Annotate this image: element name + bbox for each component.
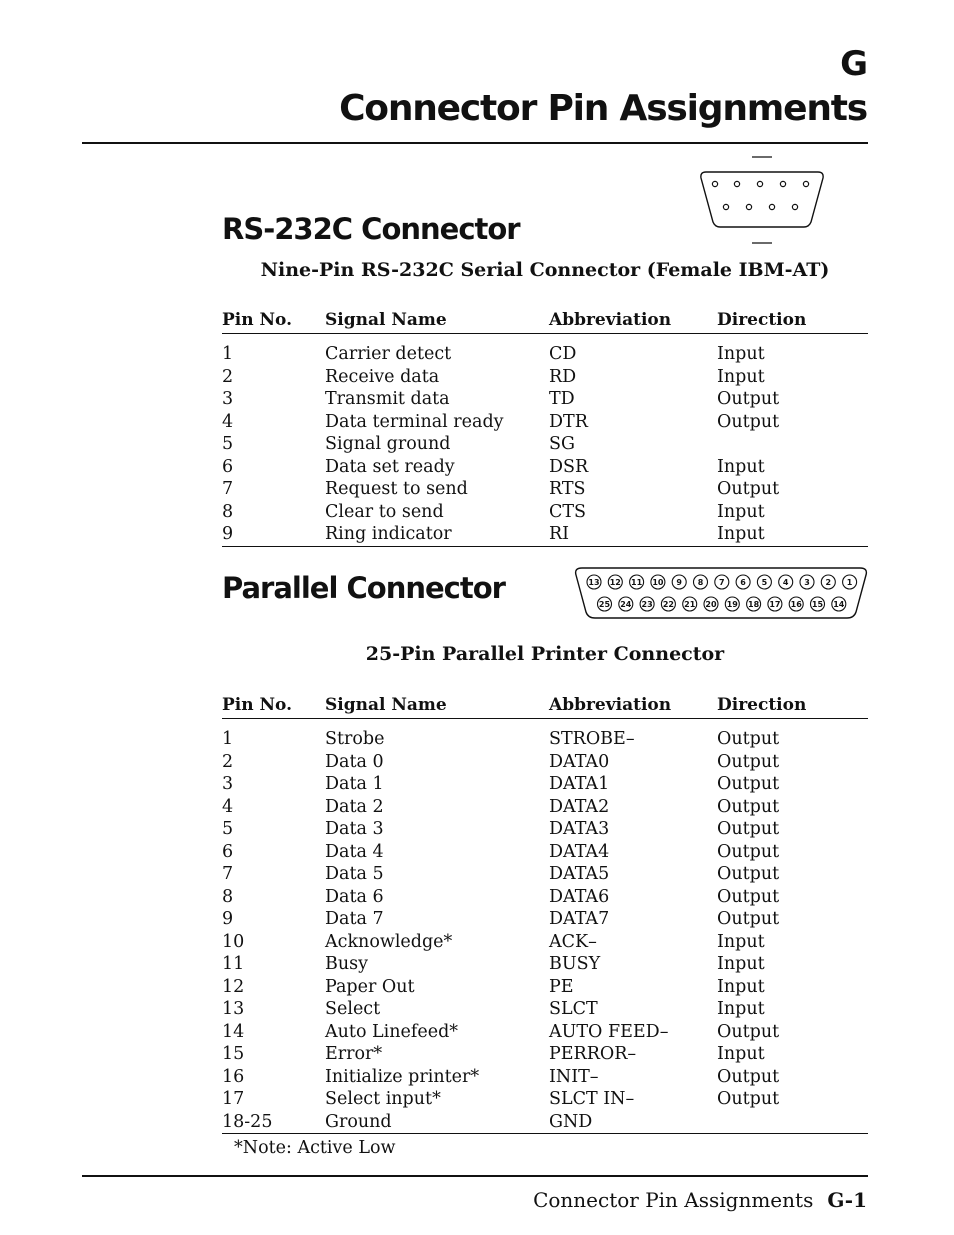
abbreviation-cell: DTR bbox=[549, 411, 588, 432]
connector-pin-label: 15 bbox=[811, 600, 824, 609]
abbreviation-cell: DATA3 bbox=[549, 819, 610, 839]
page-number: G-1 bbox=[827, 1188, 867, 1212]
signal-name-cell: Data 3 bbox=[325, 819, 384, 839]
table-row bbox=[222, 863, 868, 886]
column-header-abbreviation: Abbreviation bbox=[549, 309, 717, 334]
appendix-letter: G bbox=[840, 44, 867, 84]
table-row bbox=[222, 818, 868, 841]
direction-cell: Output bbox=[717, 479, 780, 499]
abbreviation-cell: TD bbox=[549, 389, 575, 409]
table-row bbox=[222, 841, 868, 864]
table-header-row bbox=[222, 309, 868, 334]
direction-cell: Input bbox=[717, 931, 765, 952]
pin-number-cell: 13 bbox=[222, 999, 245, 1019]
signal-name-cell: Error* bbox=[325, 1044, 383, 1064]
table-row bbox=[222, 1088, 868, 1111]
pin-hole bbox=[769, 204, 774, 209]
direction-cell: Output bbox=[717, 774, 780, 794]
abbreviation-cell: DATA6 bbox=[549, 886, 610, 907]
signal-name-cell: Data 1 bbox=[325, 774, 384, 794]
direction-cell: Input bbox=[717, 999, 765, 1019]
table-row bbox=[222, 1021, 868, 1044]
pin-number-cell: 1 bbox=[222, 729, 234, 749]
pin-number-cell: 4 bbox=[222, 796, 234, 817]
signal-name-cell: Ground bbox=[325, 1111, 392, 1132]
table-row bbox=[222, 773, 868, 796]
abbreviation-cell: DATA5 bbox=[549, 864, 610, 884]
signal-name-cell: Receive data bbox=[325, 366, 440, 387]
table-row bbox=[222, 334, 868, 366]
abbreviation-cell: RI bbox=[549, 524, 570, 544]
signal-name-cell: Data 2 bbox=[325, 796, 384, 817]
direction-cell: Output bbox=[717, 886, 780, 907]
direction-cell: Input bbox=[717, 976, 765, 997]
table-row bbox=[222, 456, 868, 479]
signal-name-cell: Data 4 bbox=[325, 841, 384, 862]
connector-pin-label: 21 bbox=[684, 600, 696, 609]
column-header-signal: Signal Name bbox=[325, 309, 549, 334]
signal-name-cell: Data terminal ready bbox=[325, 411, 504, 432]
rs232-section-title: RS-232C Connector bbox=[222, 212, 520, 246]
pin-number-cell: 5 bbox=[222, 434, 234, 454]
parallel-table-caption: 25-Pin Parallel Printer Connector bbox=[365, 643, 725, 665]
abbreviation-cell: SLCT bbox=[549, 999, 598, 1019]
signal-name-cell: Select input* bbox=[325, 1089, 441, 1109]
table-row bbox=[222, 366, 868, 389]
parallel-section-title: Parallel Connector bbox=[222, 571, 505, 605]
rs232-table-caption: Nine-Pin RS-232C Serial Connector (Female IBM-AT) bbox=[260, 259, 830, 281]
pin-number-cell: 3 bbox=[222, 774, 234, 794]
column-header-direction: Direction bbox=[717, 694, 868, 719]
pin-number-cell: 7 bbox=[222, 479, 234, 499]
table-row bbox=[222, 433, 868, 456]
signal-name-cell: Clear to send bbox=[325, 501, 444, 522]
table-row bbox=[222, 908, 868, 931]
signal-name-cell: Acknowledge* bbox=[325, 931, 453, 952]
pin-number-cell: 2 bbox=[222, 751, 234, 772]
signal-name-cell: Data set ready bbox=[325, 456, 455, 477]
column-header-abbreviation: Abbreviation bbox=[549, 694, 717, 719]
pin-number-cell: 10 bbox=[222, 931, 245, 952]
abbreviation-cell: SG bbox=[549, 434, 575, 454]
table-row bbox=[222, 501, 868, 524]
rs232-table-body bbox=[222, 334, 868, 547]
pin-number-cell: 9 bbox=[222, 524, 234, 544]
signal-name-cell: Select bbox=[325, 999, 381, 1019]
table-row bbox=[222, 976, 868, 999]
table-row bbox=[222, 1111, 868, 1134]
running-title: Connector Pin Assignments bbox=[533, 1188, 814, 1212]
connector-pin-label: 5 bbox=[761, 578, 768, 587]
signal-name-cell: Transmit data bbox=[325, 389, 450, 409]
signal-name-cell: Carrier detect bbox=[325, 344, 452, 364]
connector-pin-label: 9 bbox=[676, 578, 682, 587]
pin-number-cell: 5 bbox=[222, 819, 234, 839]
connector-pin-label: 6 bbox=[740, 578, 746, 587]
abbreviation-cell: DATA7 bbox=[549, 909, 610, 929]
table-row bbox=[222, 751, 868, 774]
pin-hole bbox=[734, 181, 739, 186]
column-header-pin: Pin No. bbox=[222, 694, 325, 719]
pin-hole bbox=[723, 204, 728, 209]
direction-cell: Input bbox=[717, 501, 765, 522]
direction-cell: Output bbox=[717, 1021, 780, 1042]
connector-pin-label: 24 bbox=[620, 600, 632, 609]
signal-name-cell: Data 7 bbox=[325, 909, 384, 929]
signal-name-cell: Paper Out bbox=[325, 976, 415, 997]
pin-number-cell: 17 bbox=[222, 1089, 245, 1109]
connector-pin-label: 3 bbox=[804, 578, 810, 587]
direction-cell: Input bbox=[717, 344, 765, 364]
pin-number-cell: 8 bbox=[222, 886, 234, 907]
pin-number-cell: 14 bbox=[222, 1021, 245, 1042]
active-low-note: *Note: Active Low bbox=[234, 1138, 396, 1158]
direction-cell: Output bbox=[717, 1089, 780, 1109]
abbreviation-cell: RTS bbox=[549, 479, 586, 499]
pin-number-cell: 11 bbox=[222, 954, 245, 974]
pin-number-cell: 2 bbox=[222, 366, 234, 387]
abbreviation-cell: CD bbox=[549, 344, 577, 364]
connector-pin-label: 14 bbox=[833, 600, 845, 609]
connector-pin-label: 7 bbox=[719, 578, 725, 587]
abbreviation-cell: AUTO FEED– bbox=[549, 1021, 669, 1042]
signal-name-cell: Strobe bbox=[325, 729, 385, 749]
connector-pin-label: 17 bbox=[769, 600, 781, 609]
abbreviation-cell: CTS bbox=[549, 501, 587, 522]
abbreviation-cell: INIT– bbox=[549, 1066, 599, 1087]
connector-pin-label: 20 bbox=[705, 600, 717, 609]
signal-name-cell: Data 6 bbox=[325, 886, 384, 907]
abbreviation-cell: RD bbox=[549, 366, 577, 387]
abbreviation-cell: STROBE– bbox=[549, 729, 635, 749]
pin-number-cell: 7 bbox=[222, 864, 234, 884]
connector-pin-label: 13 bbox=[588, 578, 600, 587]
footer-rule bbox=[82, 1175, 868, 1177]
table-row bbox=[222, 1066, 868, 1089]
pin-number-cell: 15 bbox=[222, 1044, 245, 1064]
connector-pin-label: 1 bbox=[846, 578, 853, 587]
parallel-table-body bbox=[222, 719, 868, 1134]
signal-name-cell: Request to send bbox=[325, 479, 468, 499]
abbreviation-cell: DATA0 bbox=[549, 751, 610, 772]
abbreviation-cell: DSR bbox=[549, 456, 589, 477]
column-header-pin: Pin No. bbox=[222, 309, 325, 334]
connector-pin-label: 2 bbox=[825, 578, 832, 587]
abbreviation-cell: BUSY bbox=[549, 954, 601, 974]
table-row bbox=[222, 1043, 868, 1066]
connector-pin-label: 23 bbox=[641, 600, 653, 609]
column-header-signal: Signal Name bbox=[325, 694, 549, 719]
connector-pin-label: 19 bbox=[726, 600, 738, 609]
signal-name-cell: Auto Linefeed* bbox=[325, 1021, 459, 1042]
direction-cell: Input bbox=[717, 456, 765, 477]
abbreviation-cell: DATA2 bbox=[549, 796, 610, 817]
pin-number-cell: 8 bbox=[222, 501, 234, 522]
pin-hole bbox=[792, 204, 797, 209]
db25-connector-diagram bbox=[572, 564, 872, 622]
pin-number-cell: 9 bbox=[222, 909, 234, 929]
pin-hole bbox=[780, 181, 785, 186]
connector-pin-label: 18 bbox=[748, 600, 760, 609]
table-row bbox=[222, 796, 868, 819]
direction-cell: Input bbox=[717, 366, 765, 387]
signal-name-cell: Data 0 bbox=[325, 751, 384, 772]
abbreviation-cell: PE bbox=[549, 976, 574, 997]
signal-name-cell: Initialize printer* bbox=[325, 1066, 480, 1087]
abbreviation-cell: DATA1 bbox=[549, 774, 610, 794]
signal-name-cell: Ring indicator bbox=[325, 524, 452, 544]
pin-number-cell: 6 bbox=[222, 841, 234, 862]
signal-name-cell: Data 5 bbox=[325, 864, 384, 884]
abbreviation-cell: DATA4 bbox=[549, 841, 610, 862]
pin-number-cell: 18-25 bbox=[222, 1111, 273, 1132]
table-row bbox=[222, 953, 868, 976]
table-header-row bbox=[222, 694, 868, 719]
direction-cell: Input bbox=[717, 954, 765, 974]
parallel-pin-table bbox=[222, 694, 868, 1134]
db9-connector-diagram bbox=[690, 150, 835, 250]
pin-hole bbox=[803, 181, 808, 186]
table-row bbox=[222, 886, 868, 909]
abbreviation-cell: ACK– bbox=[549, 931, 597, 952]
pin-hole bbox=[712, 181, 717, 186]
direction-cell: Input bbox=[717, 1044, 765, 1064]
direction-cell: Output bbox=[717, 819, 780, 839]
signal-name-cell: Busy bbox=[325, 954, 368, 974]
direction-cell: Output bbox=[717, 389, 780, 409]
table-row bbox=[222, 478, 868, 501]
connector-pin-label: 12 bbox=[609, 578, 621, 587]
direction-cell bbox=[717, 433, 868, 456]
pin-number-cell: 6 bbox=[222, 456, 234, 477]
connector-pin-label: 10 bbox=[652, 578, 664, 587]
pin-hole bbox=[757, 181, 762, 186]
direction-cell: Output bbox=[717, 796, 780, 817]
header-rule bbox=[82, 142, 868, 144]
pin-number-cell: 1 bbox=[222, 344, 234, 364]
connector-pin-label: 11 bbox=[631, 578, 643, 587]
abbreviation-cell: PERROR– bbox=[549, 1044, 637, 1064]
pin-number-cell: 12 bbox=[222, 976, 245, 997]
table-row bbox=[222, 411, 868, 434]
connector-pin-label: 22 bbox=[662, 600, 674, 609]
direction-cell: Input bbox=[717, 524, 765, 544]
table-row bbox=[222, 719, 868, 751]
table-row bbox=[222, 931, 868, 954]
page-footer bbox=[533, 1188, 867, 1212]
abbreviation-cell: SLCT IN– bbox=[549, 1089, 635, 1109]
direction-cell: Output bbox=[717, 411, 780, 432]
pin-number-cell: 16 bbox=[222, 1066, 245, 1087]
connector-pin-label: 8 bbox=[697, 578, 704, 587]
abbreviation-cell: GND bbox=[549, 1111, 593, 1132]
connector-pin-label: 25 bbox=[598, 600, 611, 609]
chapter-title: Connector Pin Assignments bbox=[339, 88, 867, 129]
connector-pin-label: 16 bbox=[790, 600, 802, 609]
table-row bbox=[222, 523, 868, 546]
connector-pin-label: 4 bbox=[782, 578, 789, 587]
pin-hole bbox=[746, 204, 751, 209]
table-row bbox=[222, 388, 868, 411]
rs232-pin-table bbox=[222, 309, 868, 547]
direction-cell: Output bbox=[717, 729, 780, 749]
pin-number-cell: 4 bbox=[222, 411, 234, 432]
direction-cell: Output bbox=[717, 864, 780, 884]
direction-cell: Output bbox=[717, 751, 780, 772]
direction-cell: Output bbox=[717, 1066, 780, 1087]
signal-name-cell: Signal ground bbox=[325, 434, 451, 454]
column-header-direction: Direction bbox=[717, 309, 868, 334]
direction-cell: Output bbox=[717, 909, 780, 929]
pin-number-cell: 3 bbox=[222, 389, 234, 409]
direction-cell bbox=[717, 1111, 868, 1134]
table-row bbox=[222, 998, 868, 1021]
direction-cell: Output bbox=[717, 841, 780, 862]
